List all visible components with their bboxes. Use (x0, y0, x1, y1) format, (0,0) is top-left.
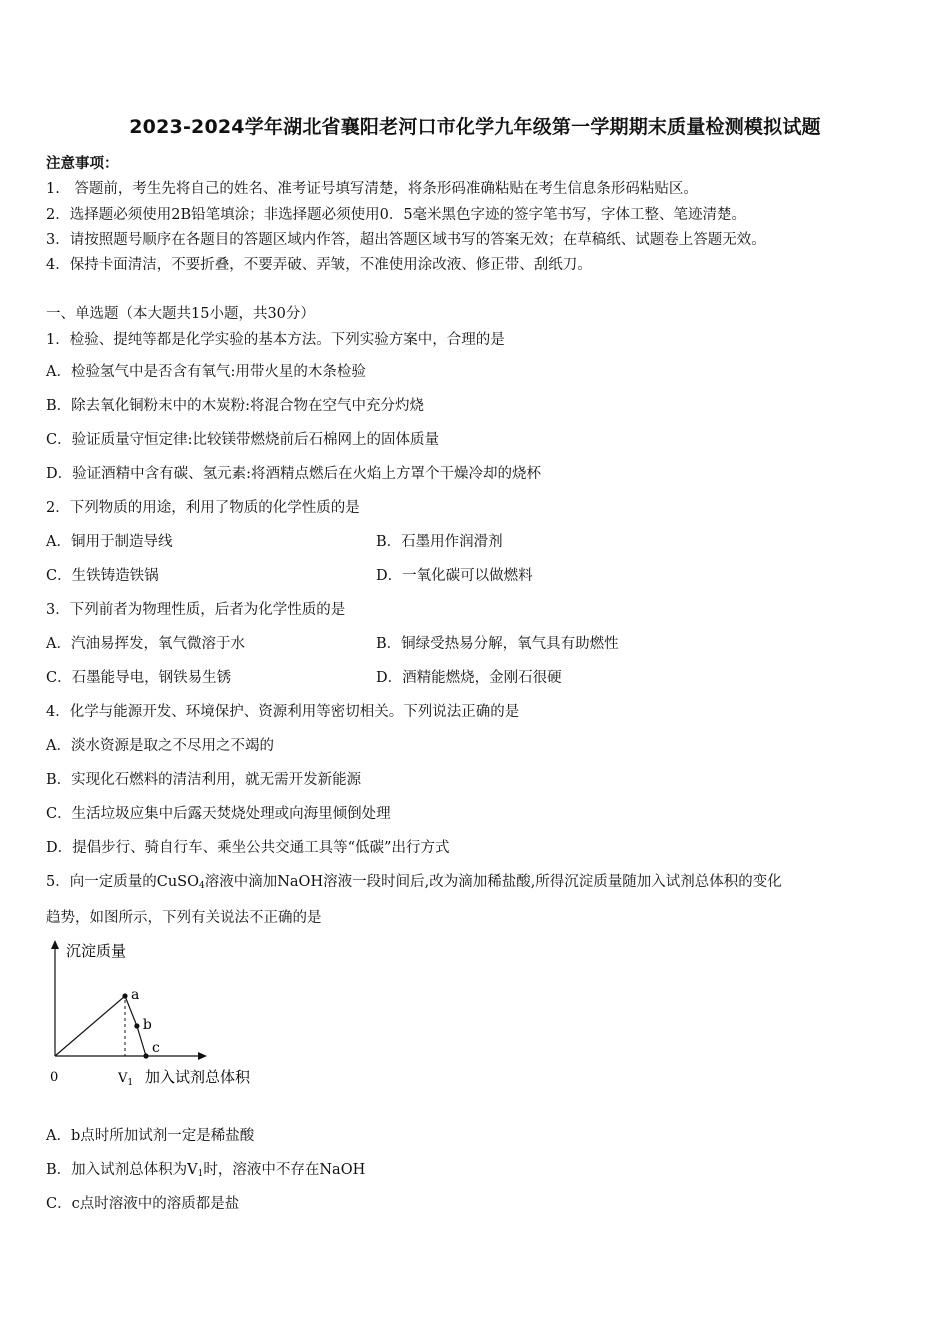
q2-option-c: C．生铁铸造铁锅 (46, 568, 159, 584)
q4-option-a: A．淡水资源是取之不尽用之不竭的 (46, 738, 274, 754)
q5-stem: 5．向一定质量的CuSO$_4$溶液中滴加NaOH溶液一段时间后,改为滴加稀盐酸,所得沉淀质量随加入试剂总体积的变化 (46, 874, 782, 891)
q5-option-c: C．c点时溶液中的溶质都是盐 (46, 1196, 240, 1212)
y-axis-label: 沉淀质量 (66, 942, 127, 960)
q5-stem-line2: 趋势，如图所示，下列有关说法不正确的是 (46, 910, 322, 926)
q1-option-d: D．验证酒精中含有碳、氢元素:将酒精点燃后在火焰上方罩个干燥冷却的烧杯 (46, 466, 542, 482)
q5-option-a: A．b点时所加试剂一定是稀盐酸 (46, 1128, 255, 1144)
point-a (122, 993, 127, 998)
q5-graph (40, 938, 290, 1093)
q2-option-a: A．铜用于制造导线 (46, 534, 173, 550)
x-axis-label: 加入试剂总体积 (145, 1068, 251, 1086)
q3-stem: 3．下列前者为物理性质，后者为化学性质的是 (46, 602, 346, 618)
q3-option-a: A．汽油易挥发，氧气微溶于水 (46, 636, 245, 652)
q2-stem: 2．下列物质的用途，利用了物质的化学性质的是 (46, 500, 360, 516)
q2-option-b: B．石墨用作润滑剂 (376, 534, 503, 550)
q5-option-b: B．加入试剂总体积为$V_1$时，溶液中不存在NaOH (46, 1162, 366, 1179)
notice-item-2: 2．选择题必须使用2B铅笔填涂；非选择题必须使用0．5毫米黑色字迹的签字笔书写，字体工整、笔迹清楚。 (46, 207, 747, 223)
notice-item-3: 3．请按照题号顺序在各题目的答题区域内作答，超出答题区域书写的答案无效；在草稿纸、试题卷上答题无效。 (46, 232, 766, 248)
x-axis-arrow (198, 1052, 207, 1060)
q1-stem: 1．检验、提纯等都是化学实验的基本方法。下列实验方案中，合理的是 (46, 332, 505, 348)
q4-option-d: D．提倡步行、骑自行车、乘坐公共交通工具等“低碳”出行方式 (46, 840, 450, 856)
q3-option-c: C．石墨能导电，钢铁易生锈 (46, 670, 232, 686)
origin-label: 0 (50, 1070, 59, 1085)
point-c (143, 1053, 148, 1058)
notice-heading: 注意事项： (46, 155, 119, 172)
point-label-a: a (131, 987, 140, 1003)
notice-item-1: 1. 答题前，考生先将自己的姓名、准考证号填写清楚，将条形码准确粘贴在考生信息条形码粘贴区。 (46, 181, 698, 197)
q3-option-d: D．酒精能燃烧，金刚石很硬 (376, 670, 562, 686)
q4-option-c: C．生活垃圾应集中后露天焚烧处理或向海里倾倒处理 (46, 806, 391, 822)
q1-option-b: B．除去氧化铜粉末中的木炭粉:将混合物在空气中充分灼烧 (46, 398, 425, 414)
q4-option-b: B．实现化石燃料的清洁利用，就无需开发新能源 (46, 772, 362, 788)
x-tick-v1: $V_1$ (118, 1071, 134, 1088)
q2-option-d: D．一氧化碳可以做燃料 (376, 568, 533, 584)
q3-option-b: B．铜绿受热易分解，氧气具有助燃性 (376, 636, 619, 652)
notice-item-4: 4．保持卡面清洁，不要折叠，不要弄破、弄皱，不准使用涂改液、修正带、刮纸刀。 (46, 257, 592, 273)
y-axis-arrow (51, 940, 59, 949)
point-label-b: b (142, 1017, 152, 1033)
data-line (55, 996, 146, 1056)
point-b (134, 1023, 139, 1028)
point-label-c: c (152, 1040, 160, 1056)
page-title: 2023-2024学年湖北省襄阳老河口市化学九年级第一学期期末质量检测模拟试题 (129, 116, 821, 138)
section-heading: 一、单选题（本大题共15小题，共30分） (46, 306, 315, 322)
q4-stem: 4．化学与能源开发、环境保护、资源利用等密切相关。下列说法正确的是 (46, 704, 520, 720)
q1-option-a: A．检验氢气中是否含有氧气:用带火星的木条检验 (46, 364, 366, 380)
q1-option-c: C．验证质量守恒定律:比较镁带燃烧前后石棉网上的固体质量 (46, 432, 439, 448)
